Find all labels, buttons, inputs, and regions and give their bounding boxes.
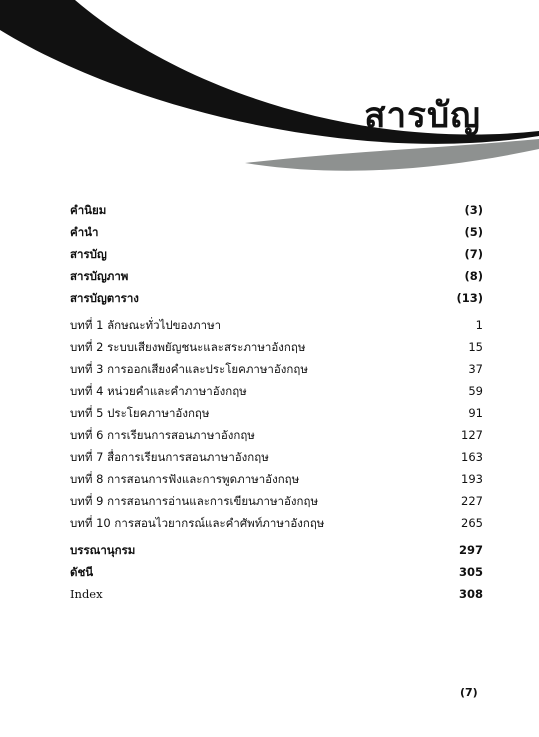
toc-entry-page: (3): [464, 203, 483, 217]
toc-entry-thai-index[interactable]: [70, 561, 483, 583]
toc-entry-label: บทที่ 2 ระบบเสียงพยัญชนะและสระภาษาอังกฤษ: [70, 340, 306, 354]
toc-entry-label: สารบัญภาพ: [70, 269, 129, 283]
toc-entry-page: (5): [464, 225, 483, 239]
toc-entry-label: บทที่ 7 สื่อการเรียนการสอนภาษาอังกฤษ: [70, 450, 269, 464]
toc-entry-list-of-tables[interactable]: [70, 287, 483, 309]
toc-entry-page: (8): [464, 269, 483, 283]
toc-entry-label: ดัชนี: [70, 565, 94, 579]
toc-entry-label: บทที่ 6 การเรียนการสอนภาษาอังกฤษ: [70, 428, 255, 442]
page-title: สารบัญ: [364, 96, 481, 136]
toc-entry-bibliography[interactable]: [70, 539, 483, 561]
toc-entry-label: บทที่ 3 การออกเสียงคำและประโยคภาษาอังกฤษ: [70, 362, 308, 376]
toc-entry-chapter-5[interactable]: [70, 402, 483, 424]
toc-entry-label: สารบัญตาราง: [70, 291, 139, 305]
toc-entry-chapter-7[interactable]: [70, 446, 483, 468]
toc-entry-label: บทที่ 8 การสอนการฟังและการพูดภาษาอังกฤษ: [70, 472, 300, 486]
toc-entry-label: บทที่ 1 ลักษณะทั่วไปของภาษา: [70, 318, 222, 332]
toc-entry-label: คำนำ: [70, 225, 99, 239]
toc-entry-contents[interactable]: [70, 243, 483, 265]
toc-entry-page: 305: [458, 565, 483, 579]
toc-entry-label: บรรณานุกรม: [70, 543, 136, 557]
toc-entry-chapter-8[interactable]: [70, 468, 483, 490]
toc-entry-page: 1: [475, 318, 483, 332]
page-number: (7): [460, 686, 478, 699]
toc-entry-page: 297: [458, 543, 483, 557]
toc-entry-label: บทที่ 4 หน่วยคำและคำภาษาอังกฤษ: [70, 384, 247, 398]
toc-entry-page: 227: [461, 494, 483, 508]
toc-entry-page: 91: [468, 406, 483, 420]
toc-entry-label: คำนิยม: [70, 203, 107, 217]
toc-entry-label: สารบัญ: [70, 247, 107, 261]
table-of-contents: [70, 199, 483, 605]
toc-entry-label: Index: [70, 587, 103, 601]
toc-entry-foreword[interactable]: [70, 199, 483, 221]
toc-entry-chapter-10[interactable]: [70, 512, 483, 534]
toc-entry-page: 163: [461, 450, 483, 464]
toc-entry-list-of-figures[interactable]: [70, 265, 483, 287]
toc-entry-preface[interactable]: [70, 221, 483, 243]
toc-entry-page: 193: [461, 472, 483, 486]
toc-entry-chapter-1[interactable]: [70, 314, 483, 336]
toc-entry-page: 265: [461, 516, 483, 530]
toc-entry-chapter-3[interactable]: [70, 358, 483, 380]
gray-swoosh: [245, 139, 539, 171]
toc-entry-page: 59: [468, 384, 483, 398]
toc-entry-chapter-6[interactable]: [70, 424, 483, 446]
toc-entry-chapter-4[interactable]: [70, 380, 483, 402]
toc-entry-page: 127: [461, 428, 483, 442]
toc-entry-page: 37: [468, 362, 483, 376]
toc-entry-page: 308: [458, 587, 483, 601]
toc-entry-label: บทที่ 10 การสอนไวยากรณ์และคำศัพท์ภาษาอังกฤษ: [70, 516, 325, 530]
toc-entry-label: บทที่ 5 ประโยคภาษาอังกฤษ: [70, 406, 210, 420]
toc-entry-page: 15: [468, 340, 483, 354]
toc-entry-page: (13): [456, 291, 483, 305]
toc-entry-index[interactable]: [70, 583, 483, 605]
toc-entry-label: บทที่ 9 การสอนการอ่านและการเขียนภาษาอังกฤษ: [70, 494, 319, 508]
toc-entry-chapter-9[interactable]: [70, 490, 483, 512]
toc-entry-chapter-2[interactable]: [70, 336, 483, 358]
toc-entry-page: (7): [464, 247, 483, 261]
